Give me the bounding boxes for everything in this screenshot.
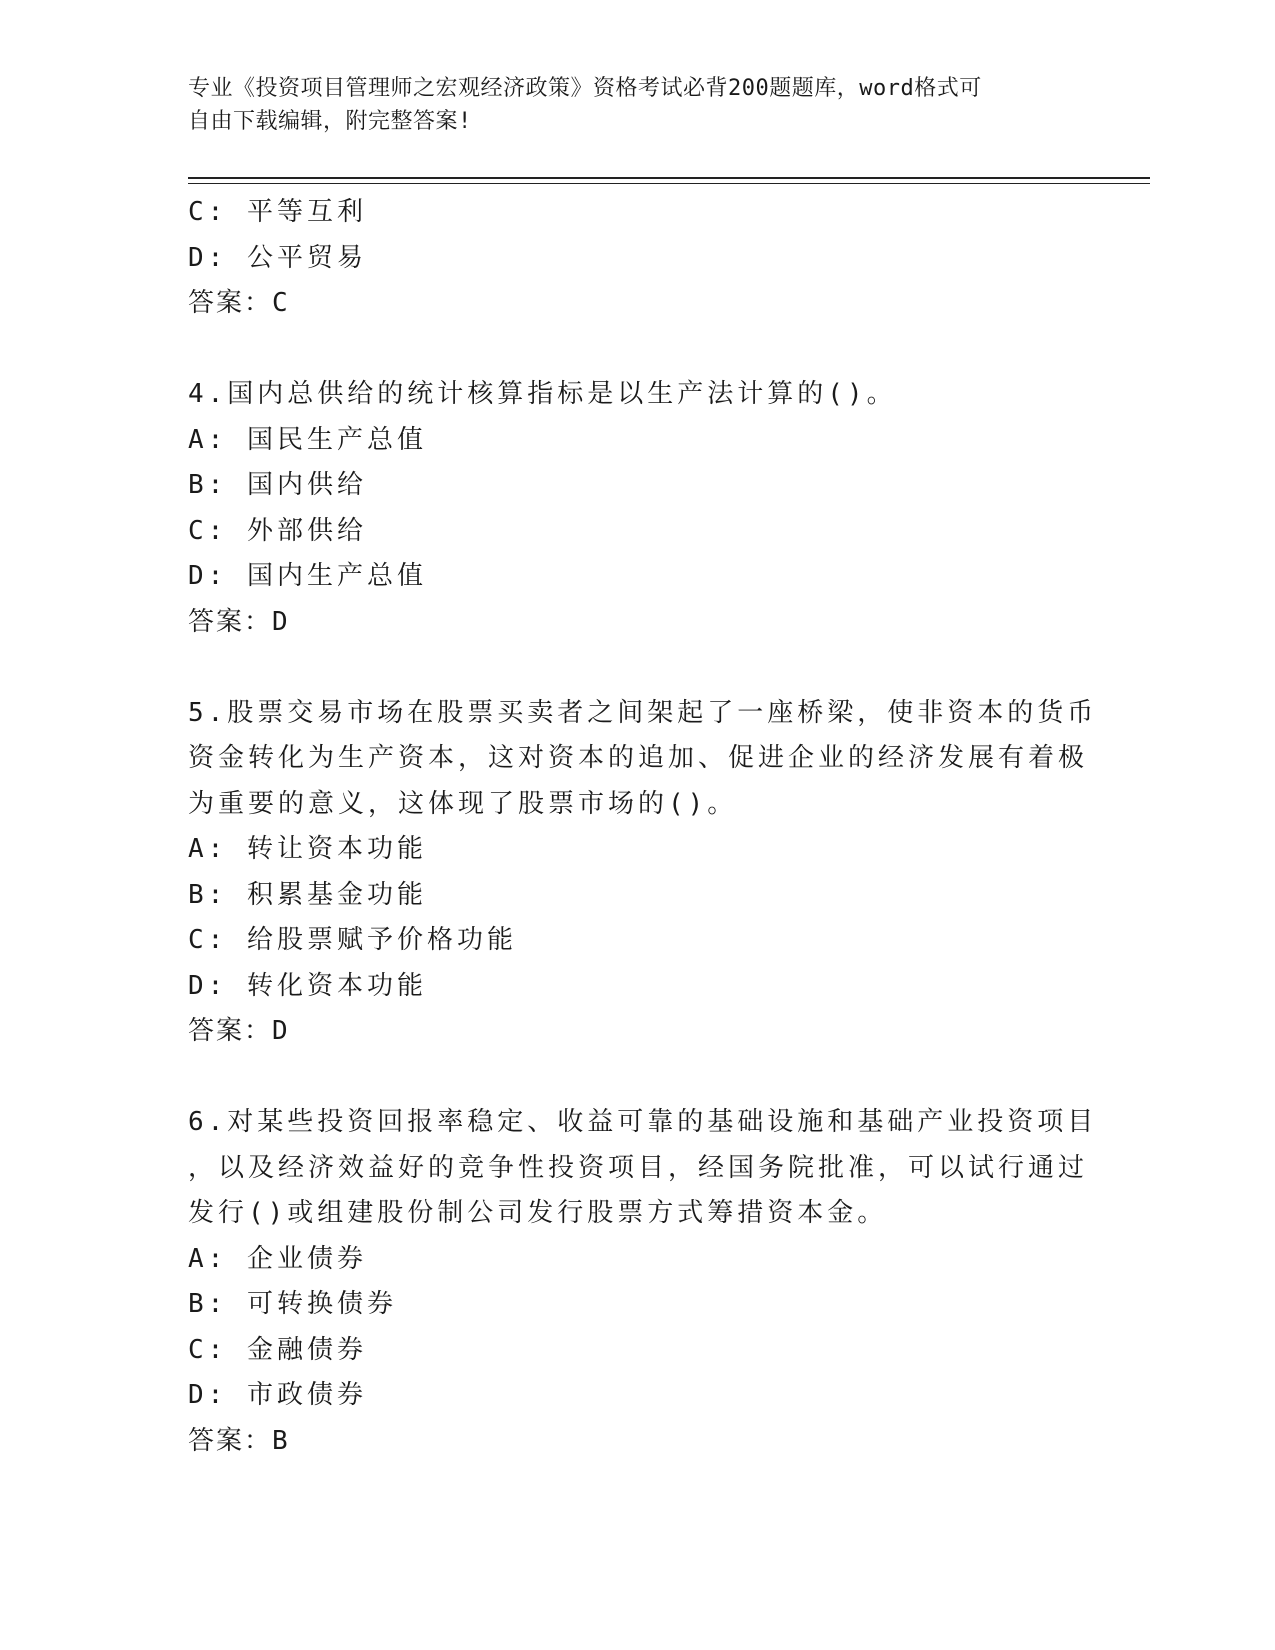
question-stem-line-3: 发行()或组建股份制公司发行股票方式筹措资本金。 (188, 1198, 888, 1228)
header-divider (188, 177, 1150, 184)
option-a: A: 企业债券 (188, 1243, 367, 1274)
answer: 答案：C (188, 288, 290, 318)
answer: 答案：D (188, 606, 290, 637)
option-c: C: 给股票赋予价格功能 (188, 925, 517, 955)
question-4 (188, 372, 1068, 645)
spacer (188, 1055, 1068, 1101)
option-d: D: 国内生产总值 (188, 561, 427, 591)
option-b: B: 可转换债券 (188, 1289, 397, 1319)
answer: 答案：D (188, 1016, 290, 1046)
option-d: D: 公平贸易 (188, 242, 367, 273)
question-5 (188, 691, 1098, 1055)
option-d: D: 市政债券 (188, 1380, 367, 1410)
answer: 答案：B (188, 1425, 290, 1456)
option-c: C: 外部供给 (188, 515, 367, 546)
option-c: C: 金融债券 (188, 1334, 367, 1365)
option-b: B: 积累基金功能 (188, 879, 427, 910)
header-title-line-1: 专业《投资项目管理师之宏观经济政策》资格考试必背200题题库，word格式可 (188, 76, 982, 101)
question-6 (188, 1100, 1098, 1464)
header-title-line-2: 自由下载编辑，附完整答案! (188, 109, 472, 134)
question-list (188, 190, 1098, 1464)
question-stem: 4.国内总供给的统计核算指标是以生产法计算的()。 (188, 379, 897, 409)
question-stem-line-3: 为重要的意义，这体现了股票市场的()。 (188, 788, 738, 819)
question-stem-line-2: 资金转化为生产资本，这对资本的追加、促进企业的经济发展有着极 (188, 743, 1089, 773)
spacer (188, 327, 1068, 373)
spacer (188, 645, 1068, 691)
option-b: B: 国内供给 (188, 470, 367, 500)
question-stem-line-1: 5.股票交易市场在股票买卖者之间架起了一座桥梁，使非资本的货币 (188, 697, 1098, 728)
option-d: D: 转化资本功能 (188, 970, 427, 1001)
question-stem-line-2: ，以及经济效益好的竞争性投资项目，经国务院批准，可以试行通过 (188, 1152, 1089, 1183)
continued-question (188, 190, 1068, 327)
page-header (188, 72, 1068, 138)
question-stem-line-1: 6.对某些投资回报率稳定、收益可靠的基础设施和基础产业投资项目 (188, 1107, 1098, 1137)
option-a: A: 国民生产总值 (188, 424, 427, 455)
option-a: A: 转让资本功能 (188, 834, 427, 864)
option-c: C: 平等互利 (188, 197, 367, 227)
